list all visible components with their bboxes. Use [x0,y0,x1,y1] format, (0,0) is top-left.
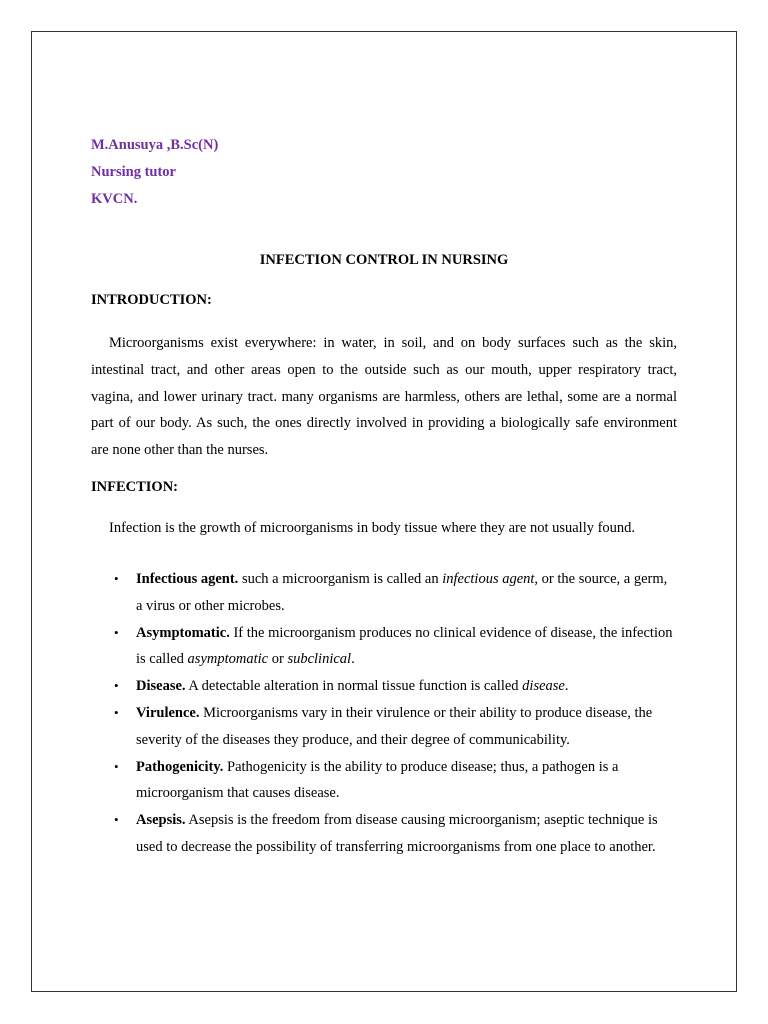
term-emphasis: subclinical [287,651,352,668]
term-text: or [268,651,288,668]
term-text: Asepsis is the freedom from disease causing microorganism; aseptic technique is used to decrease the possibility of transferring microorganisms from one place to another. [136,812,658,855]
introduction-heading: INTRODUCTION: [91,292,212,308]
term-text: , or the source, a germ, a virus or other microbes. [136,571,668,614]
bullet-icon: • [114,624,119,640]
term-name: Asymptomatic. [136,624,230,641]
bullet-icon: • [114,571,119,586]
term-name: Disease. [136,678,186,695]
bullet-icon: • [114,678,119,694]
list-item [114,566,676,620]
term-name: Asepsis. [136,812,186,829]
author-institution: KVCN. [91,191,138,207]
list-item [114,754,676,808]
list-item [114,673,676,700]
bullet-icon: • [114,812,119,828]
author-role: Nursing tutor [91,164,176,180]
bullet-icon: • [114,704,119,720]
infection-terms-list [114,566,676,861]
term-text: If the microorganism produces no clinical evidence of disease, the infection is called [136,624,673,668]
term-emphasis: asymptomatic [187,651,269,668]
term-emphasis: disease [522,678,565,695]
list-item [114,700,676,754]
list-item [114,807,676,861]
infection-definition: Infection is the growth of microorganisms in body tissue where they are not usually found. [109,520,636,536]
term-text: Pathogenicity is the ability to produce disease; thus, a pathogen is a microorganism that causes disease. [136,758,619,802]
term-text: A detectable alteration in normal tissue function is called [185,678,523,695]
introduction-paragraph: Microorganisms exist everywhere: in water, in soil, and on body surfaces such as the skin, intestinal tract, and other areas open to the outside such as our mouth, upper respiratory tract, vagina, and lower urinary tract. many organisms are harmless, others are lethal, some are a normal part of our body. As such, the ones directly involved in providing a biologically safe environment are none other than the nurses. [91,335,677,459]
term-name: Pathogenicity. [136,758,224,775]
term-emphasis: infectious agent [442,571,535,587]
document-title: INFECTION CONTROL IN NURSING [259,252,509,268]
term-text: . [564,678,569,695]
author-block [91,132,218,213]
term-name: Virulence. [136,704,200,721]
term-text: such a microorganism is called an [238,571,443,587]
bullet-icon: • [114,758,119,774]
author-name: M.Anusuya ,B.Sc(N) [91,137,219,153]
term-name: Infectious agent. [136,571,239,587]
term-text: . [351,651,355,668]
list-item [114,620,676,674]
term-text: Microorganisms vary in their virulence or their ability to produce disease, the severity of the diseases they produce, and their degree of communicability. [136,704,653,748]
infection-heading: INFECTION: [91,479,179,495]
